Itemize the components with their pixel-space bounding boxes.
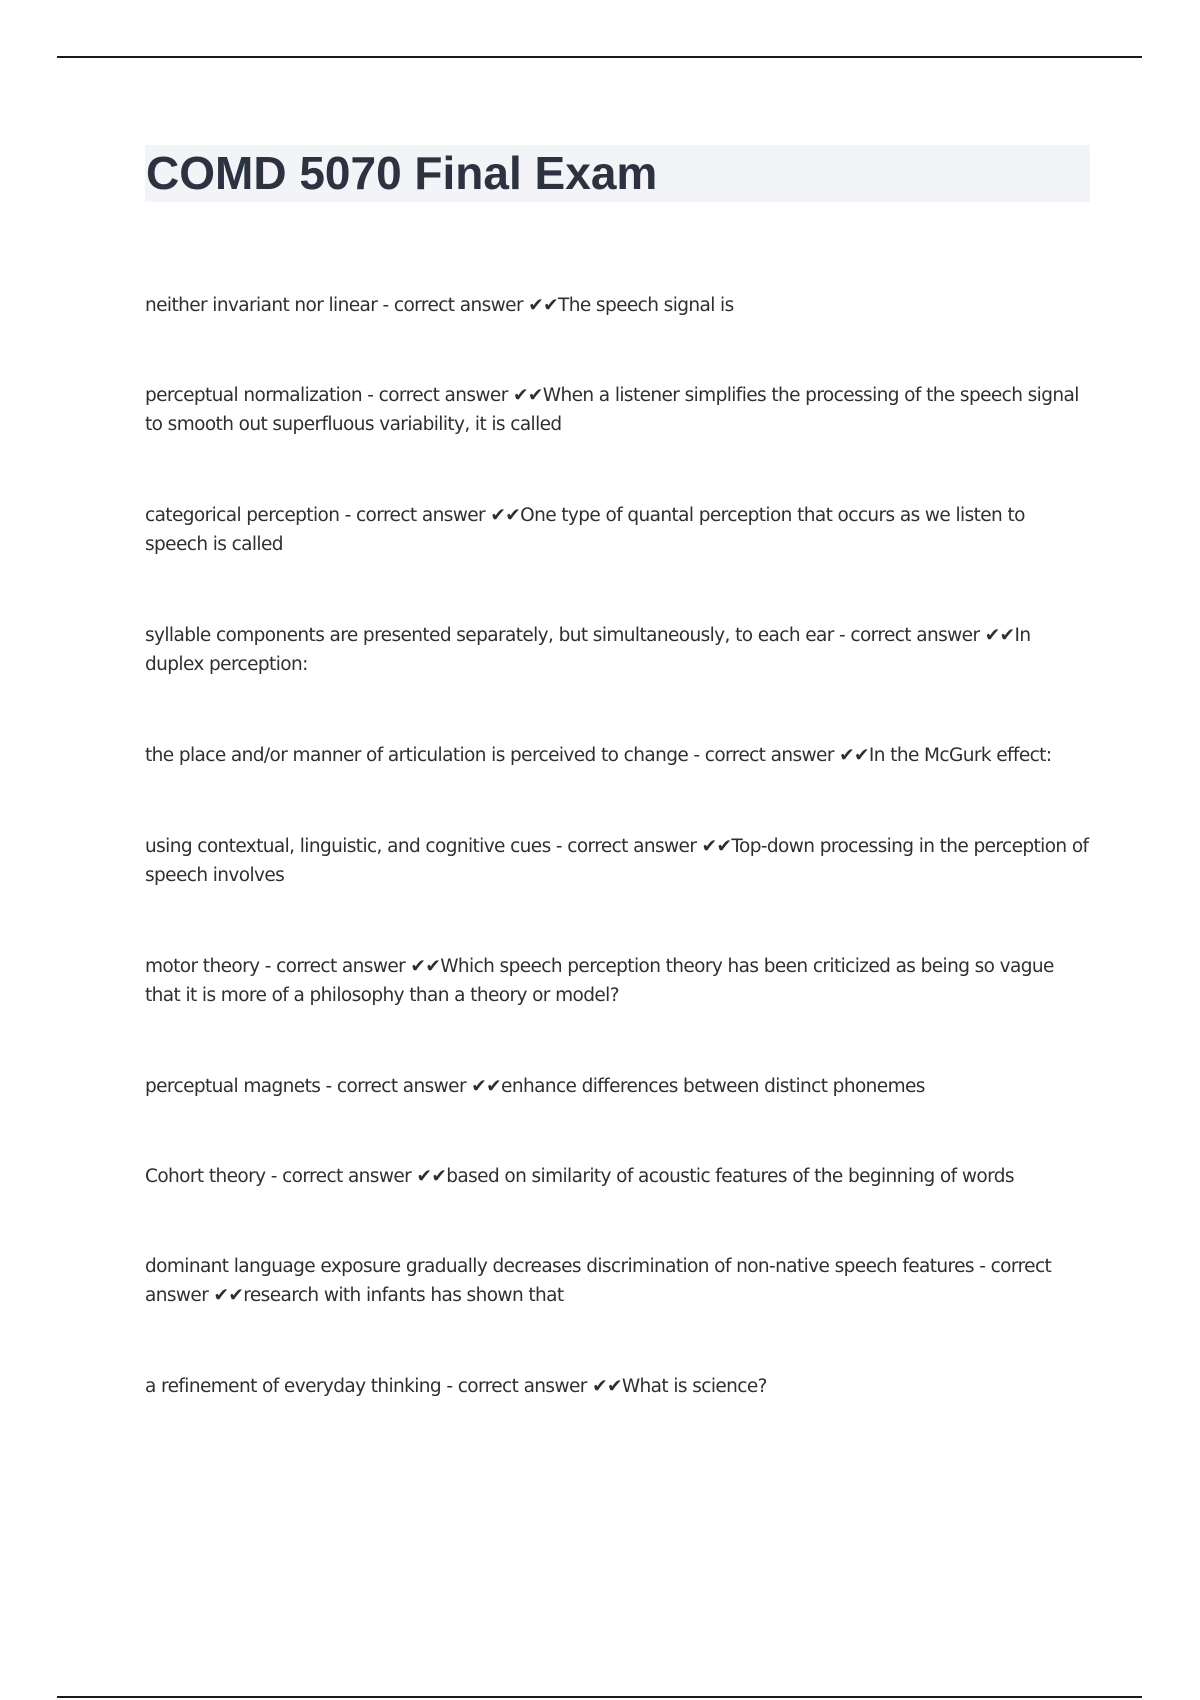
qa-list [145, 291, 1090, 1462]
qa-item: neither invariant nor linear - correct answer ✔✔The speech signal is [145, 295, 734, 316]
qa-item: a refinement of everyday thinking - correct answer ✔✔What is science? [145, 1376, 767, 1397]
qa-item: motor theory - correct answer ✔✔Which speech perception theory has been criticized as being so vague that it is more of a philosophy than a theory or model? [145, 956, 1054, 1006]
qa-item: syllable components are presented separately, but simultaneously, to each ear - correct answer ✔✔In duplex perception: [145, 625, 1031, 675]
qa-item: dominant language exposure gradually decreases discrimination of non-native speech features - correct answer ✔✔research with infants has shown that [145, 1256, 1052, 1306]
page-title: COMD 5070 Final Exam [146, 147, 658, 199]
qa-item: perceptual normalization - correct answer ✔✔When a listener simplifies the processing of the speech signal to smooth out superfluous variability, it is called [145, 385, 1079, 435]
top-rule [57, 56, 1142, 58]
qa-item: perceptual magnets - correct answer ✔✔enhance differences between distinct phonemes [145, 1076, 925, 1097]
qa-item: categorical perception - correct answer ✔✔One type of quantal perception that occurs as we listen to speech is called [145, 505, 1025, 555]
bottom-rule [57, 1696, 1142, 1698]
qa-item: using contextual, linguistic, and cognitive cues - correct answer ✔✔Top-down processing in the perception of speech involves [145, 836, 1089, 886]
qa-item: Cohort theory - correct answer ✔✔based on similarity of acoustic features of the beginning of words [145, 1166, 1014, 1187]
qa-item: the place and/or manner of articulation is perceived to change - correct answer ✔✔In the McGurk effect: [145, 745, 1052, 766]
